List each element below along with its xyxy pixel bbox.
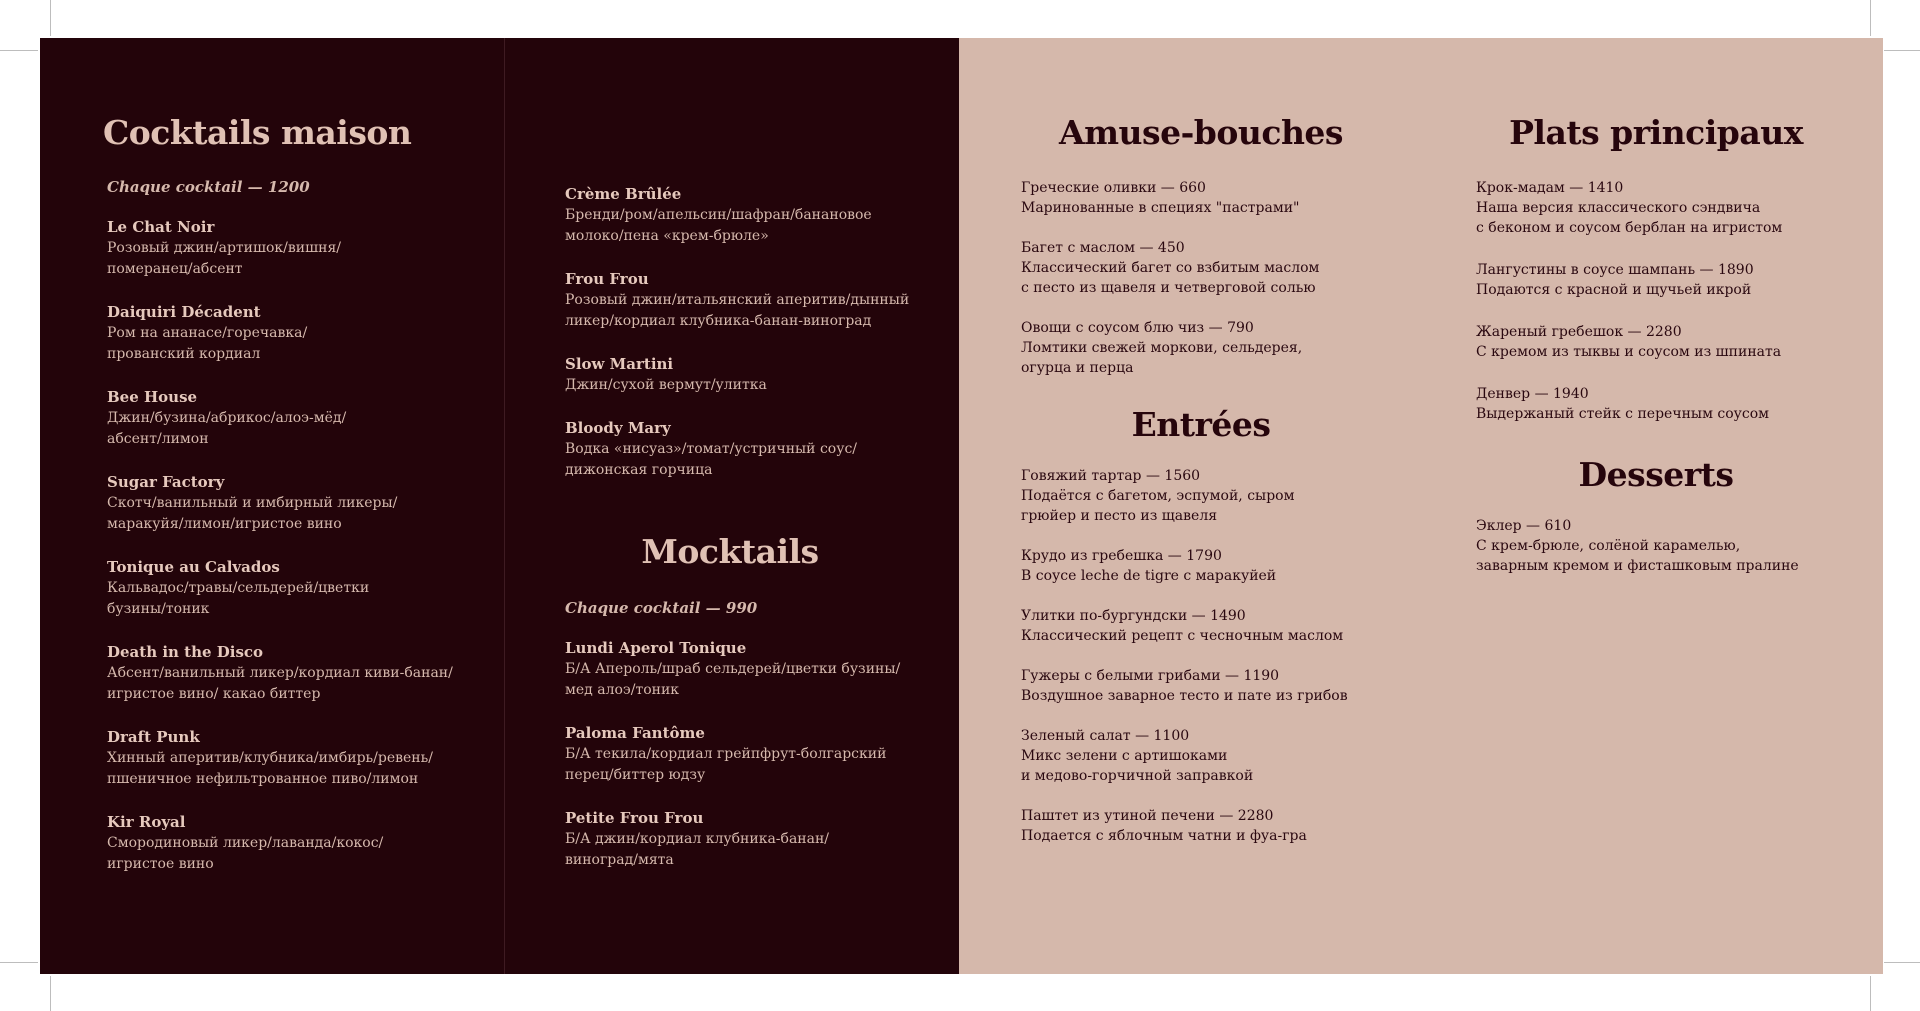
item-description: Скотч/ванильный и имбирный ликеры/ маракуйя/лимон/игристое вино — [107, 495, 398, 532]
item-description: Абсент/ванильный ликер/кордиал киви-банан/ игристое вино/ какао биттер — [107, 665, 453, 702]
menu-item: Овощи с соусом блю чиз — 790 Ломтики свежей моркови, сельдерея, огурца и перца — [1021, 320, 1303, 376]
item-name: Petite Frou Frou — [565, 809, 704, 827]
menu-item: Улитки по-бургундски — 1490 Классический рецепт с чесночным маслом — [1021, 608, 1344, 644]
menu-item — [107, 472, 487, 535]
item-description: Джин/сухой вермут/улитка — [565, 377, 767, 393]
crop-mark — [0, 50, 38, 51]
item-description: Водка «нисуаз»/томат/устричный соус/ дижонская горчица — [565, 441, 858, 478]
item-description: Б/А Апероль/шраб сельдерей/цветки бузины/ мед алоэ/тоник — [565, 661, 901, 698]
item-name: Bloody Mary — [565, 419, 671, 437]
menu-sheet — [40, 38, 1883, 974]
mocktails-title: Mocktails — [641, 532, 819, 571]
mocktails-price-note: Chaque cocktail — 990 — [565, 599, 758, 617]
menu-item — [565, 354, 945, 396]
menu-item — [565, 184, 945, 247]
item-description: Бренди/ром/апельсин/шафран/банановое молоко/пена «крем-брюле» — [565, 207, 872, 244]
desserts-title: Desserts — [1578, 455, 1734, 494]
item-description: Розовый джин/итальянский аперитив/дынный ликер/кордиал клубника-банан-виноград — [565, 292, 910, 329]
crop-mark — [1870, 976, 1871, 1011]
menu-item — [107, 387, 487, 450]
item-name: Bee House — [107, 388, 198, 406]
menu-item — [107, 557, 487, 620]
menu-item: Лангустины в соусе шампань — 1890 Подаются с красной и щучьей икрой — [1476, 262, 1754, 298]
plats-principaux-title: Plats principaux — [1509, 113, 1803, 152]
item-description: Б/А джин/кордиал клубника-банан/ виноград/мята — [565, 831, 830, 868]
item-description: Б/А текила/кордиал грейпфрут-болгарский перец/биттер юдзу — [565, 746, 887, 783]
crop-mark — [50, 0, 51, 36]
mocktails-panel — [505, 38, 959, 974]
menu-item — [565, 269, 945, 332]
menu-item — [107, 217, 487, 280]
menu-item: Денвер — 1940 Выдержаный стейк с перечным соусом — [1476, 386, 1770, 422]
menu-item: Паштет из утиной печени — 2280 Подается с яблочным чатни и фуа-гра — [1021, 808, 1307, 844]
menu-item — [565, 418, 945, 481]
menu-item — [565, 808, 945, 871]
item-name: Frou Frou — [565, 270, 649, 288]
item-name: Daiquiri Décadent — [107, 303, 261, 321]
item-description: Кальвадос/травы/сельдерей/цветки бузины/тоник — [107, 580, 370, 617]
menu-item: Греческие оливки — 660 Маринованные в специях "пастрами" — [1021, 180, 1300, 216]
menu-item: Багет с маслом — 450 Классический багет со взбитым маслом с песто из щавеля и четверговой солью — [1021, 240, 1320, 296]
plats-desserts-panel — [1419, 38, 1883, 974]
crop-mark — [1884, 50, 1920, 51]
menu-item — [107, 302, 487, 365]
item-name: Draft Punk — [107, 728, 200, 746]
menu-item — [107, 727, 487, 790]
amuse-bouches-title: Amuse-bouches — [1058, 113, 1344, 152]
menu-item — [107, 812, 487, 875]
cocktails-panel — [40, 38, 505, 974]
cocktails-price-note: Chaque cocktail — 1200 — [107, 178, 310, 196]
menu-item: Крудо из гребешка — 1790 В соусе leche de tigre с маракуйей — [1021, 548, 1277, 584]
item-name: Sugar Factory — [107, 473, 225, 491]
item-name: Tonique au Calvados — [107, 558, 280, 576]
item-name: Lundi Aperol Tonique — [565, 639, 747, 657]
item-description: Розовый джин/артишок/вишня/ померанец/абсент — [107, 240, 342, 277]
menu-item: Эклер — 610 С крем-брюле, солёной карамелью, заварным кремом и фисташковым пралине — [1476, 518, 1799, 574]
item-name: Le Chat Noir — [107, 218, 215, 236]
menu-item — [565, 638, 945, 701]
item-description: Смородиновый ликер/лаванда/кокос/ игристое вино — [107, 835, 384, 872]
crop-mark — [0, 962, 38, 963]
item-name: Kir Royal — [107, 813, 186, 831]
menu-item: Жареный гребешок — 2280 С кремом из тыквы и соусом из шпината — [1476, 324, 1782, 360]
crop-mark — [1870, 0, 1871, 36]
menu-item: Говяжий тартар — 1560 Подаётся с багетом, эспумой, сыром грюйер и песто из щавеля — [1021, 468, 1295, 524]
item-description: Ром на ананасе/горечавка/ прованский кордиал — [107, 325, 308, 362]
item-description: Джин/бузина/абрикос/алоэ-мёд/ абсент/лимон — [107, 410, 347, 447]
menu-item: Зеленый салат — 1100 Микс зелени с артишоками и медово-горчичной заправкой — [1021, 728, 1254, 784]
menu-item — [107, 642, 487, 705]
menu-item: Крок-мадам — 1410 Наша версия классического сэндвича с беконом и соусом берблан на игристом — [1476, 180, 1783, 236]
cocktails-title: Cocktails maison — [103, 113, 412, 152]
menu-item: Гужеры с белыми грибами — 1190 Воздушное заварное тесто и пате из грибов — [1021, 668, 1348, 704]
item-description: Хинный аперитив/клубника/имбирь/ревень/ пшеничное нефильтрованное пиво/лимон — [107, 750, 433, 787]
item-name: Slow Martini — [565, 355, 674, 373]
entrees-title: Entrées — [1131, 405, 1271, 444]
menu-item — [565, 723, 945, 786]
amuse-entrees-panel — [959, 38, 1419, 974]
crop-mark — [1884, 962, 1920, 963]
item-name: Crème Brûlée — [565, 185, 682, 203]
item-name: Paloma Fantôme — [565, 724, 705, 742]
crop-mark — [50, 976, 51, 1011]
item-name: Death in the Disco — [107, 643, 264, 661]
